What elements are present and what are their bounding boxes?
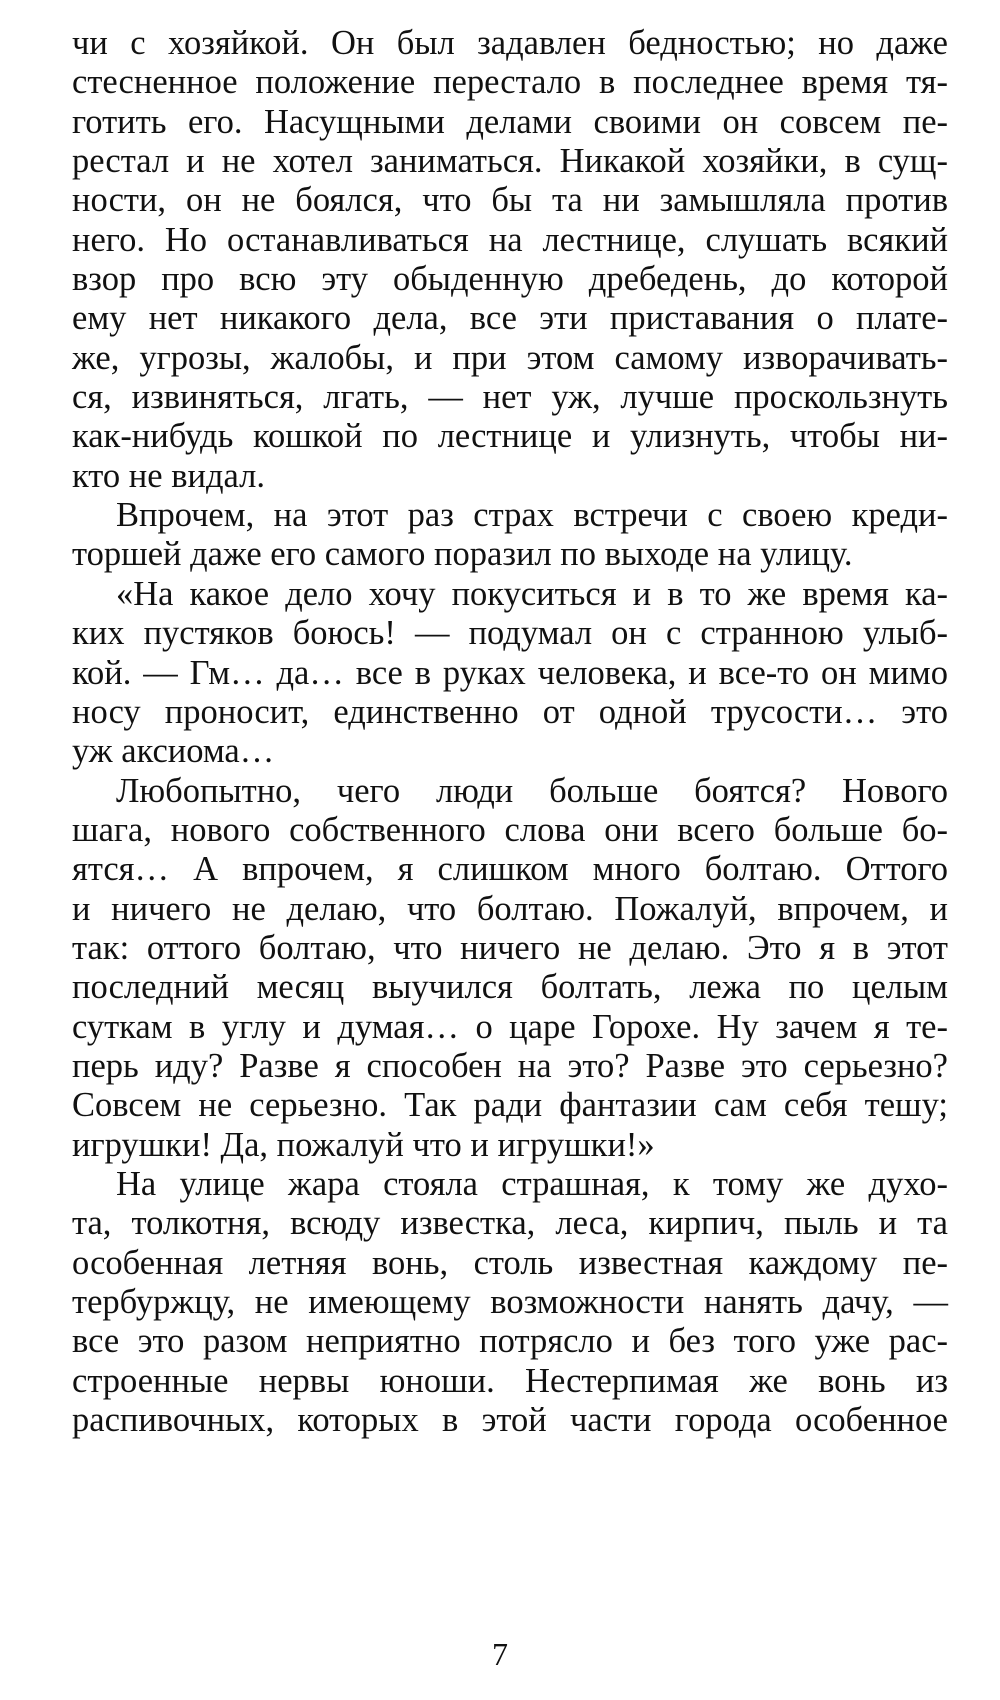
text-line: все это разом неприятно потрясло и без того уже рас- <box>72 1322 948 1361</box>
text-line: торшей даже его самого поразил по выходе на улицу. <box>72 535 853 574</box>
text-line: чи с хозяйкой. Он был задавлен бедностью; но даже <box>72 24 948 62</box>
paragraph <box>72 772 948 1165</box>
text-line: рестал и не хотел заниматься. Никакой хозяйки, в сущ- <box>72 142 948 181</box>
page-number: 7 <box>492 1636 508 1672</box>
text-line: перь иду? Разве я способен на это? Разве это серьезно? <box>72 1046 948 1085</box>
text-line: и ничего не делаю, что болтаю. Пожалуй, впрочем, и <box>72 889 948 928</box>
text-line: суткам в углу и думая… о царе Горохе. Ну зачем я те- <box>72 1007 948 1046</box>
text-line: носу проносит, единственно от одной трусости… это <box>72 692 948 731</box>
paragraph <box>72 575 948 772</box>
text-line: На улице жара стояла страшная, к тому же духо- <box>116 1164 948 1203</box>
text-line: же, угрозы, жалобы, и при этом самому изворачивать- <box>72 338 948 377</box>
text-line: последний месяц выучился болтать, лежа по целым <box>72 968 948 1007</box>
book-page-text <box>72 24 948 1440</box>
text-line: тербуржцу, не имеющему возможности нанять дачу, — <box>72 1283 948 1321</box>
text-line: распивочных, которых в этой части города особенное <box>72 1401 948 1440</box>
text-line: уж аксиома… <box>72 732 275 771</box>
text-line: Впрочем, на этот раз страх встречи с своею креди- <box>116 496 948 535</box>
text-line: кой. — Гм… да… все в руках человека, и все-то он мимо <box>72 653 948 692</box>
text-line: ности, он не боялся, что бы та ни замышляла против <box>72 181 948 220</box>
paragraph <box>72 1165 948 1440</box>
text-line: стесненное положение перестало в последнее время тя- <box>72 63 948 102</box>
paragraph <box>72 496 948 575</box>
text-line: особенная летняя вонь, столь известная каждому пе- <box>72 1243 948 1282</box>
text-line: ких пустяков боюсь! — подумал он с странною улыб- <box>72 614 948 653</box>
text-line: него. Но останавливаться на лестнице, слушать всякий <box>72 220 948 259</box>
text-line: ему нет никакого дела, все эти приставания о плате- <box>72 299 948 338</box>
text-line: та, толкотня, всюду известка, леса, кирпич, пыль и та <box>72 1204 948 1243</box>
text-line: ятся… А впрочем, я слишком много болтаю. Оттого <box>72 850 948 889</box>
text-line: так: оттого болтаю, что ничего не делаю. Это я в этот <box>72 928 948 967</box>
text-line: строенные нервы юноши. Нестерпимая же вонь из <box>72 1361 948 1400</box>
text-line: как-нибудь кошкой по лестнице и улизнуть, чтобы ни- <box>72 417 948 456</box>
text-line: Любопытно, чего люди больше боятся? Нового <box>116 771 948 810</box>
text-line: взор про всю эту обыденную дребедень, до которой <box>72 260 948 299</box>
text-line: игрушки! Да, пожалуй что и игрушки!» <box>72 1125 655 1164</box>
text-line: ся, извиняться, лгать, — нет уж, лучше проскользнуть <box>72 378 948 417</box>
text-line: шага, нового собственного слова они всего больше бо- <box>72 810 948 849</box>
paragraph <box>72 24 948 496</box>
text-line: кто не видал. <box>72 456 265 495</box>
text-line: «На какое дело хочу покуситься и в то же время ка- <box>116 574 948 613</box>
text-line: готить его. Насущными делами своими он совсем пе- <box>72 102 948 141</box>
text-line: Совсем не серьезно. Так ради фантазии сам себя тешу; <box>72 1086 948 1125</box>
